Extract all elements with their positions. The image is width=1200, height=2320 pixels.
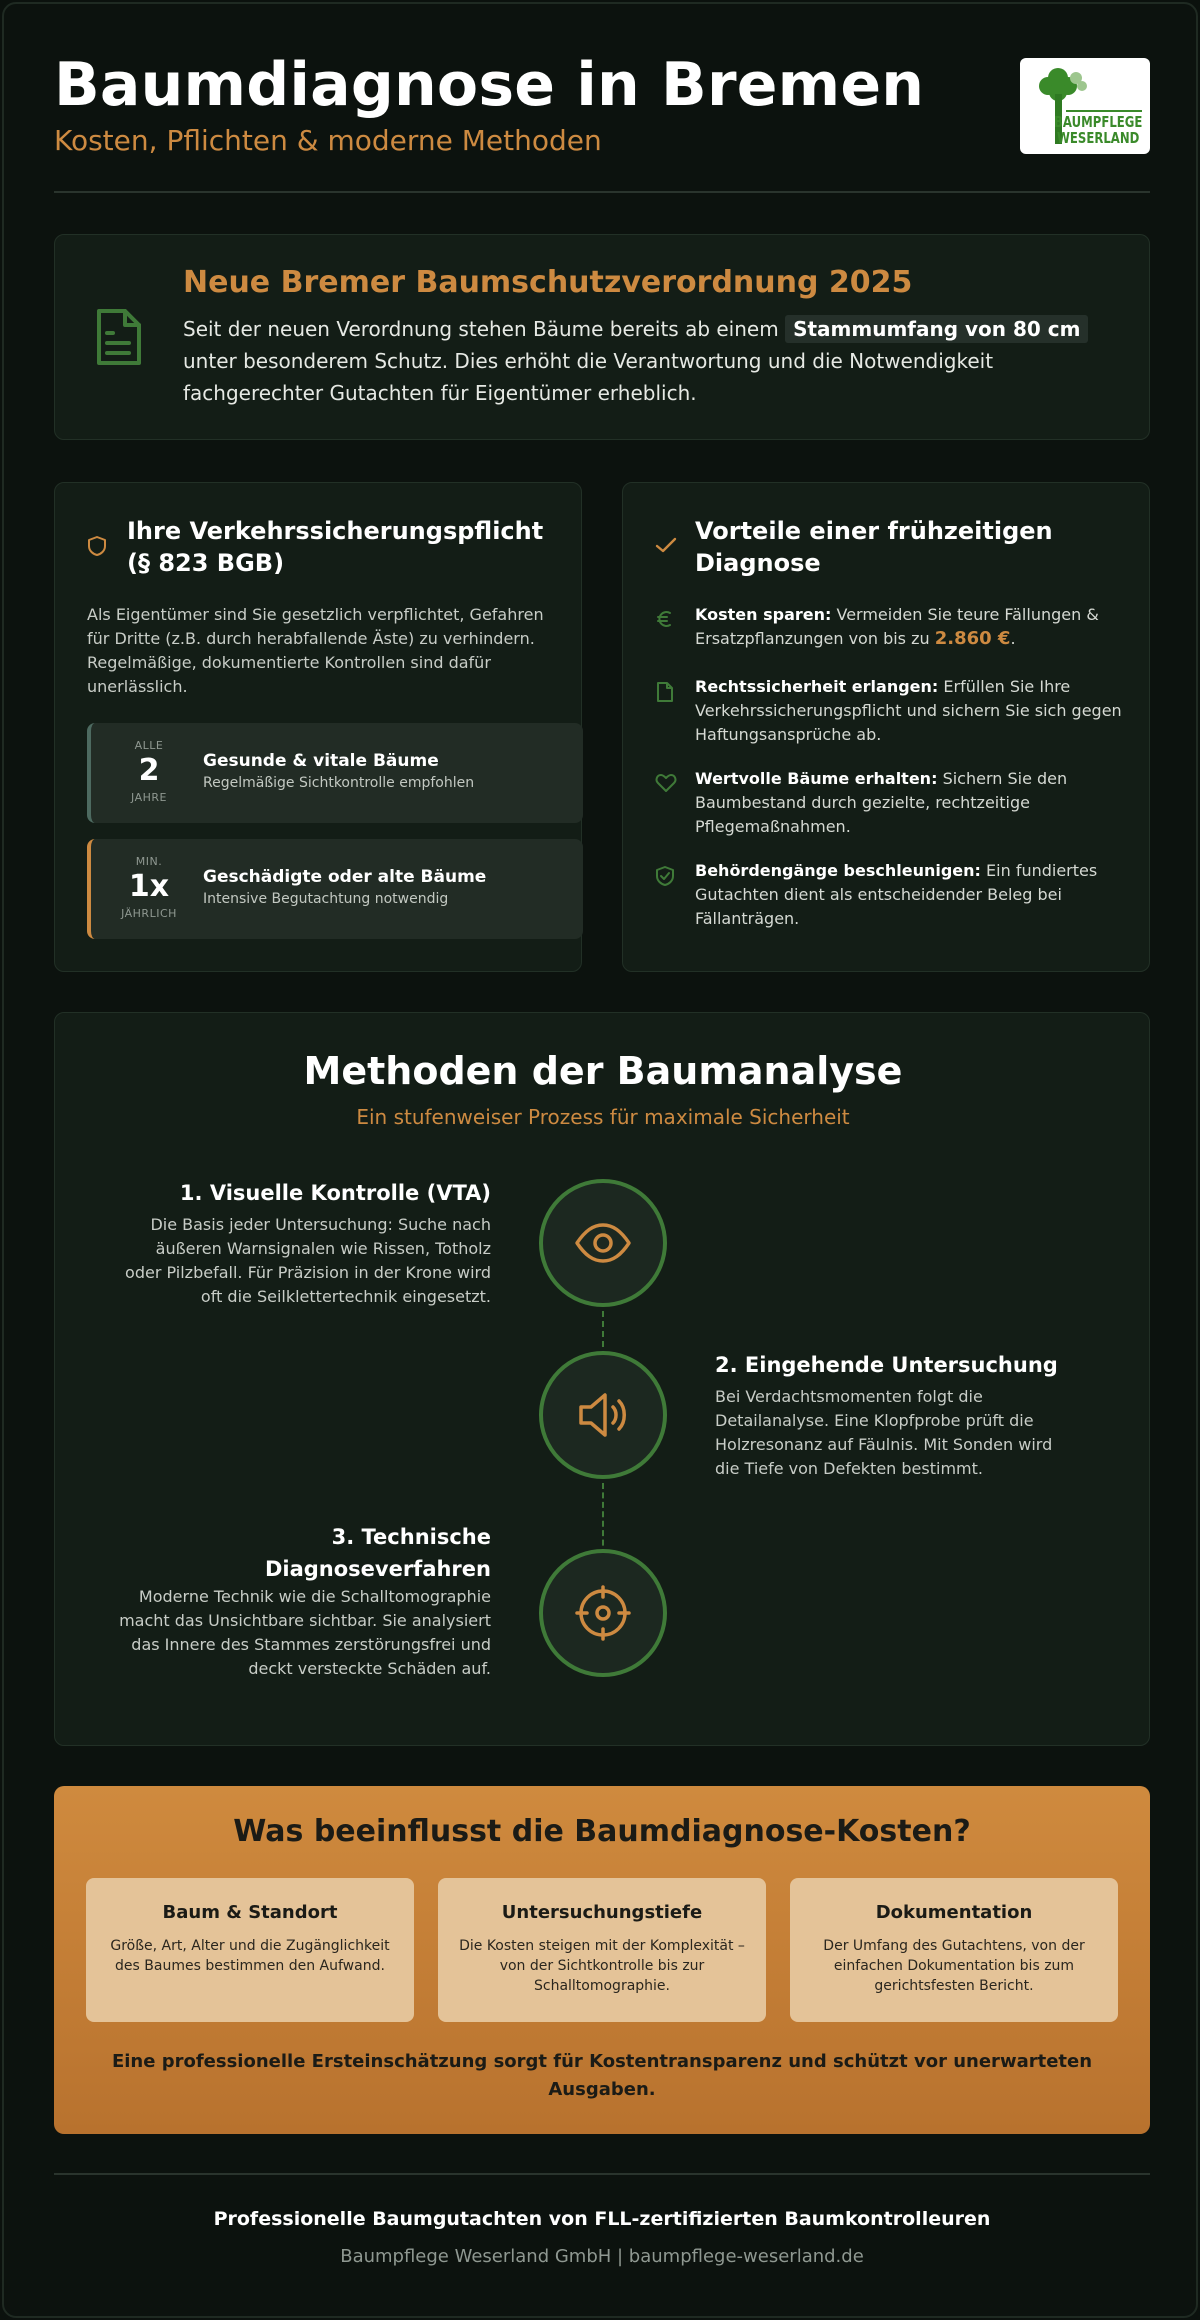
interval-subtitle: Regelmäßige Sichtkontrolle empfohlen — [203, 775, 475, 791]
shield-check-icon — [655, 865, 675, 887]
step-3-circle — [539, 1549, 667, 1677]
factor-text: Größe, Art, Alter und die Zugänglichkeit des Baumes bestimmen den Aufwand. — [110, 1938, 390, 1974]
page-subtitle: Kosten, Pflichten & moderne Methoden — [54, 124, 602, 157]
costs-title: Was beeinflusst die Baumdiagnose-Kosten? — [233, 1814, 971, 1849]
step-2-circle — [539, 1351, 667, 1479]
factor-examination-depth — [438, 1878, 766, 2022]
logo-text — [1054, 114, 1142, 146]
cost-factors-section — [54, 1786, 1150, 2134]
notice-highlight: Stammumfang von 80 cm — [785, 315, 1088, 343]
step-2-text: Bei Verdachtsmomenten folgt die Detailanalyse. Eine Klopfprobe prüft die Holzresonanz auf Fäulnis. Mit Sonden wird die Tiefe von Defekten bestimmt. — [715, 1387, 1053, 1478]
step-3-title: 3. Technische Diagnoseverfahren — [264, 1525, 491, 1581]
benefit-label: Kosten sparen: — [695, 605, 832, 624]
notice-text-after: unter besonderem Schutz. Dies erhöht die Verantwortung und die Notwendigkeit fachgerechter Gutachten für Eigentümer erheblich. — [183, 349, 994, 405]
interval-damaged-trees — [87, 839, 583, 939]
interval-subtitle: Intensive Begutachtung notwendig — [203, 891, 449, 907]
header-divider — [54, 191, 1150, 193]
page-title: Baumdiagnose in Bremen — [54, 50, 925, 120]
regulation-notice-card — [54, 234, 1150, 440]
interval-healthy-trees — [87, 723, 583, 823]
benefit-amount: 2.860 € — [934, 628, 1011, 649]
methods-title: Methoden der Baumanalyse — [303, 1049, 903, 1093]
interval-value: 2 — [138, 753, 160, 788]
notice-text — [183, 313, 1113, 409]
benefit-speed-up-authorities — [695, 859, 1155, 931]
factor-title: Dokumentation — [875, 1902, 1033, 1923]
benefit-text: Ein fundiertes Gutachten dient als entscheidender Beleg bei Fällanträgen. — [695, 861, 1098, 928]
interval-prefix: ALLE — [134, 739, 164, 752]
crosshair-icon — [573, 1583, 633, 1643]
benefit-end: . — [1010, 629, 1016, 648]
step-2-title: 2. Eingehende Untersuchung — [715, 1353, 1058, 1377]
notice-text-before: Seit der neuen Verordnung stehen Bäume bereits ab einem — [183, 317, 779, 341]
methods-subtitle: Ein stufenweiser Prozess für maximale Sicherheit — [356, 1105, 850, 1129]
benefits-card — [622, 482, 1150, 972]
benefit-save-costs — [695, 603, 1155, 651]
speaker-icon — [573, 1385, 633, 1445]
checkmark-icon — [655, 535, 677, 555]
factor-title: Untersuchungstiefe — [501, 1902, 703, 1923]
factor-title: Baum & Standort — [162, 1902, 338, 1923]
factor-tree-location — [86, 1878, 414, 2022]
benefit-text: Sichern Sie den Baumbestand durch gezielte, rechtzeitige Pflegemaßnahmen. — [695, 769, 1068, 836]
duty-text: Als Eigentümer sind Sie gesetzlich verpflichtet, Gefahren für Dritte (z.B. durch herabfallende Äste) zu verhindern. Regelmäßige, dokumentierte Kontrollen sind dafür unerlässlich. — [87, 605, 544, 696]
interval-title: Geschädigte oder alte Bäume — [203, 867, 487, 887]
benefit-text: Erfüllen Sie Ihre Verkehrssicherungspflicht und sichern Sie sich gegen Haftungsansprüche ab. — [695, 677, 1122, 744]
step-3-text: Moderne Technik wie die Schalltomographie macht das Unsichtbare sichtbar. Sie analysiert das Innere des Stammes zerstörungsfrei und deckt versteckte Schäden auf. — [119, 1587, 491, 1678]
heart-icon — [655, 773, 677, 793]
methods-section — [54, 1012, 1150, 1746]
benefit-text: Vermeiden Sie teure Fällungen & Ersatzpflanzungen von bis zu — [695, 605, 1099, 648]
factor-text: Die Kosten steigen mit der Komplexität – von der Sichtkontrolle bis zur Schalltomographie. — [459, 1938, 745, 1994]
footer-company: Baumpflege Weserland GmbH | baumpflege-weserland.de — [340, 2246, 864, 2267]
logo-text-line2: WESERLAND — [1057, 129, 1140, 147]
shield-icon — [87, 535, 107, 557]
traffic-safety-duty-card — [54, 482, 582, 972]
step-1-circle — [539, 1179, 667, 1307]
benefit-preserve-trees — [695, 767, 1155, 839]
factor-documentation — [790, 1878, 1118, 2022]
interval-value: 1x — [128, 869, 170, 904]
benefits-title: Vorteile einer frühzeitigen Diagnose — [695, 517, 1053, 577]
logo-text-line1: BAUMPFLEGE — [1054, 113, 1143, 131]
interval-unit: JAHRE — [131, 791, 167, 804]
benefit-legal-security — [695, 675, 1155, 747]
benefit-label: Behördengänge beschleunigen: — [695, 861, 981, 880]
timeline-connector — [602, 1483, 604, 1555]
step-1-text: Die Basis jeder Untersuchung: Suche nach äußeren Warnsignalen wie Rissen, Totholz oder Pilzbefall. Für Präzision in der Krone wird oft die Seilklettertechnik eingesetzt. — [125, 1215, 491, 1306]
company-logo — [1020, 58, 1150, 154]
header — [54, 50, 1150, 160]
benefit-label: Rechtssicherheit erlangen: — [695, 677, 939, 696]
footer-tagline: Professionelle Baumgutachten von FLL-zertifizierten Baumkontrolleuren — [213, 2208, 991, 2230]
benefit-label: Wertvolle Bäume erhalten: — [695, 769, 938, 788]
step-1-title: 1. Visuelle Kontrolle (VTA) — [179, 1181, 491, 1205]
document-icon — [93, 307, 143, 367]
eye-icon — [573, 1213, 633, 1273]
footer-divider — [54, 2173, 1150, 2175]
interval-unit: JÄHRLICH — [121, 907, 177, 920]
duty-title: Ihre Verkehrssicherungspflicht (§ 823 BGB) — [127, 517, 544, 577]
costs-note: Eine professionelle Ersteinschätzung sorgt für Kostentransparenz und schützt vor unerwarteten Ausgaben. — [111, 2051, 1093, 2100]
euro-icon — [655, 609, 675, 629]
factor-text: Der Umfang des Gutachtens, von der einfachen Dokumentation bis zum gerichtsfesten Bericht. — [823, 1938, 1085, 1994]
infographic-page — [2, 2, 1198, 2318]
document-icon — [655, 681, 675, 703]
interval-prefix: MIN. — [135, 855, 163, 868]
notice-title: Neue Bremer Baumschutzverordnung 2025 — [183, 265, 913, 300]
interval-title: Gesunde & vitale Bäume — [203, 751, 439, 771]
